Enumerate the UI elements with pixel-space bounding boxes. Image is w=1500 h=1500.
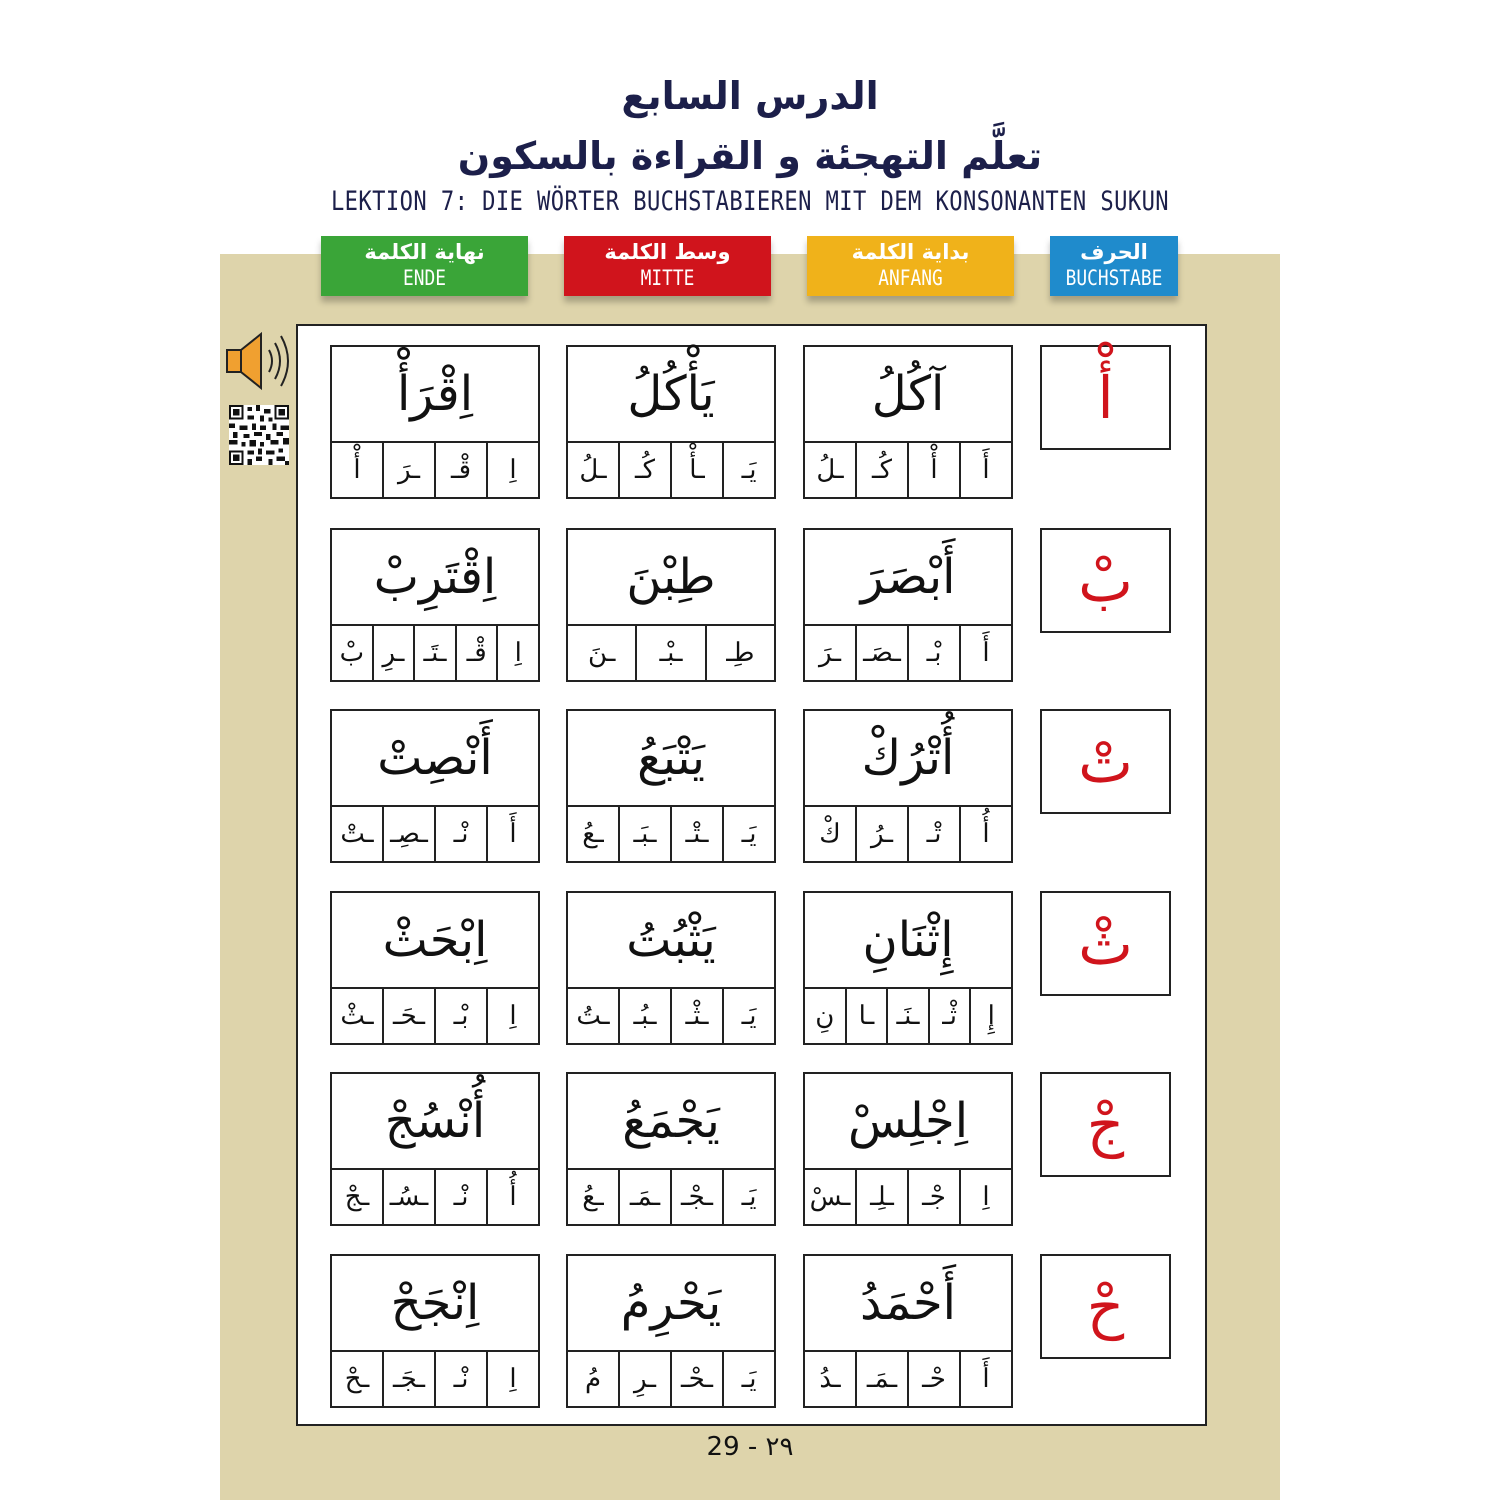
word-card-beginning	[803, 891, 1013, 1045]
word: أُتْرُكْ	[805, 711, 1011, 807]
header-letter-ar: الحرف	[1080, 240, 1148, 264]
word-card-end	[330, 891, 540, 1045]
header-end-de: ENDE	[402, 266, 446, 290]
lesson-title-arabic: الدرس السابع	[621, 74, 879, 118]
word-card-end	[330, 528, 540, 682]
syllable: ـلِـ	[855, 1170, 907, 1224]
syllable: ـتُ	[576, 1001, 610, 1031]
qr-code-icon[interactable]	[229, 405, 289, 465]
syllable: نِ	[815, 1001, 835, 1031]
header-beginning-ar: بداية الكلمة	[851, 240, 970, 264]
letter-box: تْ	[1040, 709, 1171, 814]
word-card-beginning	[803, 1254, 1013, 1408]
syllable: ـنَ	[587, 638, 616, 668]
syllable: يَـ	[722, 443, 774, 497]
syllable: ـجْ	[344, 1182, 370, 1212]
syllable: حْـ	[907, 1352, 959, 1406]
word-card-middle	[566, 1072, 776, 1226]
header-letter	[1050, 236, 1178, 296]
word-card-end	[330, 1072, 540, 1226]
syllable: يَـ	[722, 989, 774, 1043]
syllable: ـا	[845, 989, 887, 1043]
header-middle	[564, 236, 771, 296]
syllable: ـتْ	[340, 819, 374, 849]
syllable: يَـ	[722, 807, 774, 861]
word: أَنْصِتْ	[332, 711, 538, 807]
syllable: اِ	[959, 1170, 1011, 1224]
syllable: بْ	[339, 638, 365, 668]
syllable: ـرِ	[372, 626, 414, 680]
word-card-beginning	[803, 345, 1013, 499]
word: يَثْبُتُ	[568, 893, 774, 989]
syllable: تْـ	[907, 807, 959, 861]
syllable: نْـ	[434, 1170, 486, 1224]
word-card-beginning	[803, 1072, 1013, 1226]
syllable: ـثْـ	[670, 989, 722, 1043]
syllable: ـمَـ	[618, 1170, 670, 1224]
syllable: قْـ	[434, 443, 486, 497]
word: أَبْصَرَ	[805, 530, 1011, 626]
letter-box: أْ	[1040, 345, 1171, 450]
word: يَحْرِمُ	[568, 1256, 774, 1352]
syllable: ـسُـ	[382, 1170, 434, 1224]
word: يَتْبَعُ	[568, 711, 774, 807]
header-letter-de: BUCHSTABE	[1065, 266, 1163, 290]
word: إِثْنَانِ	[805, 893, 1011, 989]
syllable: نْـ	[434, 1352, 486, 1406]
syllable: ثْـ	[928, 989, 970, 1043]
word: يَأْكُلُ	[568, 347, 774, 443]
word-card-middle	[566, 528, 776, 682]
letter-box: ثْ	[1040, 891, 1171, 996]
header-middle-de: MITTE	[640, 266, 695, 290]
syllable: قْـ	[455, 626, 497, 680]
word: اِجْلِسْ	[805, 1074, 1011, 1170]
syllable: أْ	[907, 443, 959, 497]
syllable: ـمَـ	[855, 1352, 907, 1406]
syllable: ـرِ	[618, 1352, 670, 1406]
word-card-end	[330, 709, 540, 863]
word: اِقْتَرِبْ	[332, 530, 538, 626]
syllable: جْـ	[907, 1170, 959, 1224]
header-beginning	[807, 236, 1014, 296]
syllable: اِ	[496, 626, 538, 680]
syllable: مُ	[584, 1364, 602, 1394]
syllable: طِـ	[705, 626, 774, 680]
syllable: ـرُ	[855, 807, 907, 861]
word-card-beginning	[803, 709, 1013, 863]
syllable: ـتْـ	[670, 807, 722, 861]
syllable: أُ	[959, 807, 1011, 861]
syllable: كُـ	[855, 443, 907, 497]
header-end	[321, 236, 528, 296]
page-number: 29 - ٢٩	[706, 1432, 794, 1462]
word-card-middle	[566, 709, 776, 863]
letter-box: جْ	[1040, 1072, 1171, 1177]
syllable: ـجَـ	[382, 1352, 434, 1406]
word-card-end	[330, 1254, 540, 1408]
syllable: كُـ	[618, 443, 670, 497]
header-end-ar: نهاية الكلمة	[364, 240, 485, 264]
syllable: بْـ	[434, 989, 486, 1043]
syllable: أَ	[959, 1352, 1011, 1406]
word-card-middle	[566, 891, 776, 1045]
syllable: ـتَـ	[413, 626, 455, 680]
syllable: ـبُـ	[618, 989, 670, 1043]
syllable: أْ	[353, 455, 361, 485]
syllable: كْ	[819, 819, 841, 849]
syllable: ـجْـ	[670, 1170, 722, 1224]
word-card-end	[330, 345, 540, 499]
letter-box: حْ	[1040, 1254, 1171, 1359]
syllable: ـأْ	[670, 443, 722, 497]
syllable: بْـ	[907, 626, 959, 680]
syllable: إِ	[969, 989, 1011, 1043]
word-card-middle	[566, 1254, 776, 1408]
syllable: ـرَ	[382, 443, 434, 497]
syllable: ـرَ	[819, 638, 841, 668]
word: أَحْمَدُ	[805, 1256, 1011, 1352]
syllable: ـنَـ	[886, 989, 928, 1043]
word: اِقْرَأْ	[332, 347, 538, 443]
syllable: ـعُ	[582, 819, 604, 849]
syllable: اِ	[486, 989, 538, 1043]
syllable: ـدُ	[819, 1364, 841, 1394]
syllable: ـبَـ	[618, 807, 670, 861]
syllable: اِ	[486, 1352, 538, 1406]
lesson-title-german: LEKTION 7: DIE WÖRTER BUCHSTABIEREN MIT DEM KONSONANTEN SUKUN	[330, 186, 1170, 217]
word: أُنْسُجْ	[332, 1074, 538, 1170]
syllable: ـثْ	[340, 1001, 374, 1031]
syllable: ـحْـ	[670, 1352, 722, 1406]
word: طِبْنَ	[568, 530, 774, 626]
syllable: يَـ	[722, 1352, 774, 1406]
syllable: ـحَـ	[382, 989, 434, 1043]
word-card-beginning	[803, 528, 1013, 682]
word: اِنْجَحْ	[332, 1256, 538, 1352]
syllable: يَـ	[722, 1170, 774, 1224]
lesson-subtitle-arabic: تعلَّم التهجئة و القراءة بالسكون	[457, 134, 1043, 178]
header-beginning-de: ANFANG	[878, 266, 943, 290]
syllable: ـحْ	[344, 1364, 370, 1394]
word: آكُلُ	[805, 347, 1011, 443]
syllable: ـصِـ	[382, 807, 434, 861]
syllable: أَ	[959, 626, 1011, 680]
syllable: أُ	[486, 1170, 538, 1224]
speaker-icon[interactable]	[225, 330, 291, 392]
syllable: أَ	[959, 443, 1011, 497]
syllable: نْـ	[434, 807, 486, 861]
syllable: اِ	[486, 443, 538, 497]
syllable: أَ	[486, 807, 538, 861]
letter-box: بْ	[1040, 528, 1171, 633]
syllable: ـصَـ	[855, 626, 907, 680]
syllable: ـبْـ	[635, 626, 704, 680]
word-card-middle	[566, 345, 776, 499]
syllable: ـلُ	[579, 455, 607, 485]
word: اِبْحَثْ	[332, 893, 538, 989]
syllable: ـلُ	[816, 455, 844, 485]
header-middle-ar: وسط الكلمة	[604, 240, 731, 264]
syllable: ـسْ	[809, 1182, 851, 1212]
word: يَجْمَعُ	[568, 1074, 774, 1170]
syllable: ـعُ	[582, 1182, 604, 1212]
